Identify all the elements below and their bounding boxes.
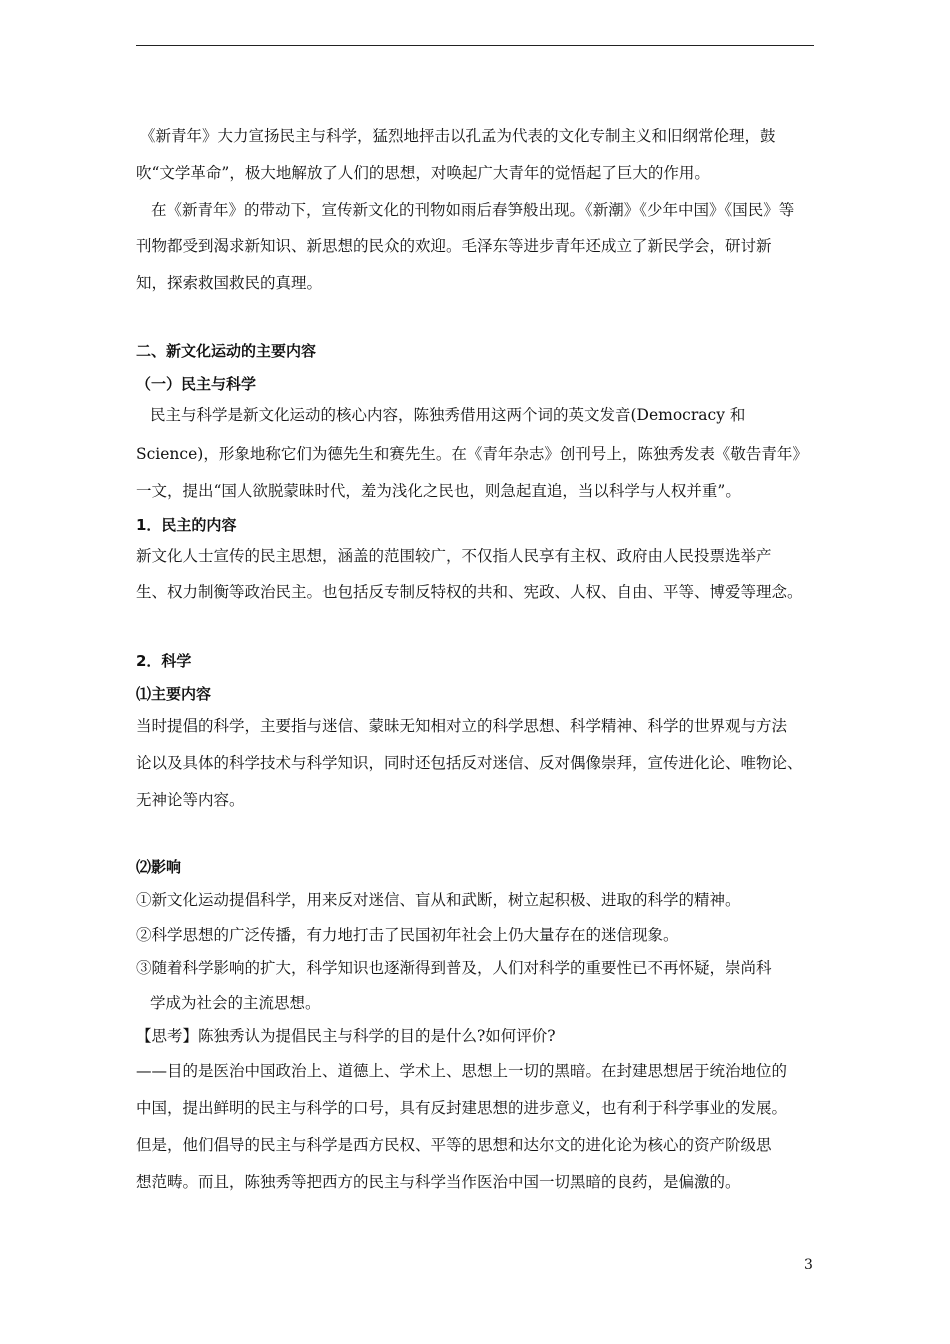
paragraph-line: 在《新青年》的带动下，宣传新文化的刊物如雨后春笋般出现。《新潮》《少年中国》《国民》等 (151, 201, 795, 219)
paragraph-line: 无神论等内容。 (136, 791, 245, 809)
sub-heading: ⑵影响 (136, 858, 182, 876)
paragraph-line: 一文，提出“国人欲脱蒙昧时代，羞为浅化之民也，则急起直追，当以科学与人权并重”。 (136, 482, 741, 500)
paragraph-line: 论以及具体的科学技术与科学知识，同时还包括反对迷信、反对偶像崇拜，宣传进化论、唯物论、 (136, 754, 803, 772)
answer-line: 但是，他们倡导的民主与科学是西方民权、平等的思想和达尔文的进化论为核心的资产阶级思 (136, 1136, 772, 1154)
paragraph-line: 刊物都受到渴求新知识、新思想的民众的欢迎。毛泽东等进步青年还成立了新民学会，研讨新 (136, 237, 772, 255)
paragraph-line: 当时提倡的科学，主要指与迷信、蒙昧无知相对立的科学思想、科学精神、科学的世界观与方法 (136, 717, 788, 735)
page-number: 3 (804, 1257, 813, 1273)
section-heading: 二、新文化运动的主要内容 (136, 342, 317, 360)
list-item-continued: 学成为社会的主流思想。 (150, 994, 321, 1012)
numbered-heading: 2．科学 (136, 652, 192, 670)
subsection-heading: （一）民主与科学 (136, 375, 257, 393)
paragraph-line: 知，探索救国救民的真理。 (136, 274, 323, 292)
paragraph-line: 《新青年》大力宣扬民主与科学，猛烈地抨击以孔孟为代表的文化专制主义和旧纲常伦理，鼓 (140, 127, 776, 145)
paragraph-line: 民主与科学是新文化运动的核心内容，陈独秀借用这两个词的英文发音(Democracy 和 (150, 406, 746, 424)
sub-heading: ⑴主要内容 (136, 685, 212, 703)
list-item: ①新文化运动提倡科学，用来反对迷信、盲从和武断，树立起积极、进取的科学的精神。 (136, 891, 741, 909)
list-item: ②科学思想的广泛传播，有力地打击了民国初年社会上仍大量存在的迷信现象。 (136, 926, 679, 944)
answer-line: 想范畴。而且，陈独秀等把西方的民主与科学当作医治中国一切黑暗的良药，是偏激的。 (136, 1173, 741, 1191)
paragraph-line: 新文化人士宣传的民主思想，涵盖的范围较广，不仅指人民享有主权、政府由人民投票选举产 (136, 547, 772, 565)
paragraph-line: 生、权力制衡等政治民主。也包括反专制反特权的共和、宪政、人权、自由、平等、博爱等理念。 (136, 583, 803, 601)
paragraph-line: 吹“文学革命”，极大地解放了人们的思想，对唤起广大青年的觉悟起了巨大的作用。 (136, 164, 710, 182)
list-item: ③随着科学影响的扩大，科学知识也逐渐得到普及，人们对科学的重要性已不再怀疑，崇尚科 (136, 959, 772, 977)
question-line: 【思考】陈独秀认为提倡民主与科学的目的是什么?如何评价? (136, 1027, 556, 1045)
paragraph-line: Science)，形象地称它们为德先生和赛先生。在《青年杂志》创刊号上，陈独秀发表《敬告青年》 (136, 445, 808, 463)
numbered-heading: 1．民主的内容 (136, 516, 237, 534)
answer-line: 中国，提出鲜明的民主与科学的口号，具有反封建思想的进步意义，也有利于科学事业的发展。 (136, 1099, 788, 1117)
answer-line: ——目的是医治中国政治上、道德上、学术上、思想上一切的黑暗。在封建思想居于统治地位的 (136, 1062, 788, 1080)
header-rule (136, 45, 814, 46)
